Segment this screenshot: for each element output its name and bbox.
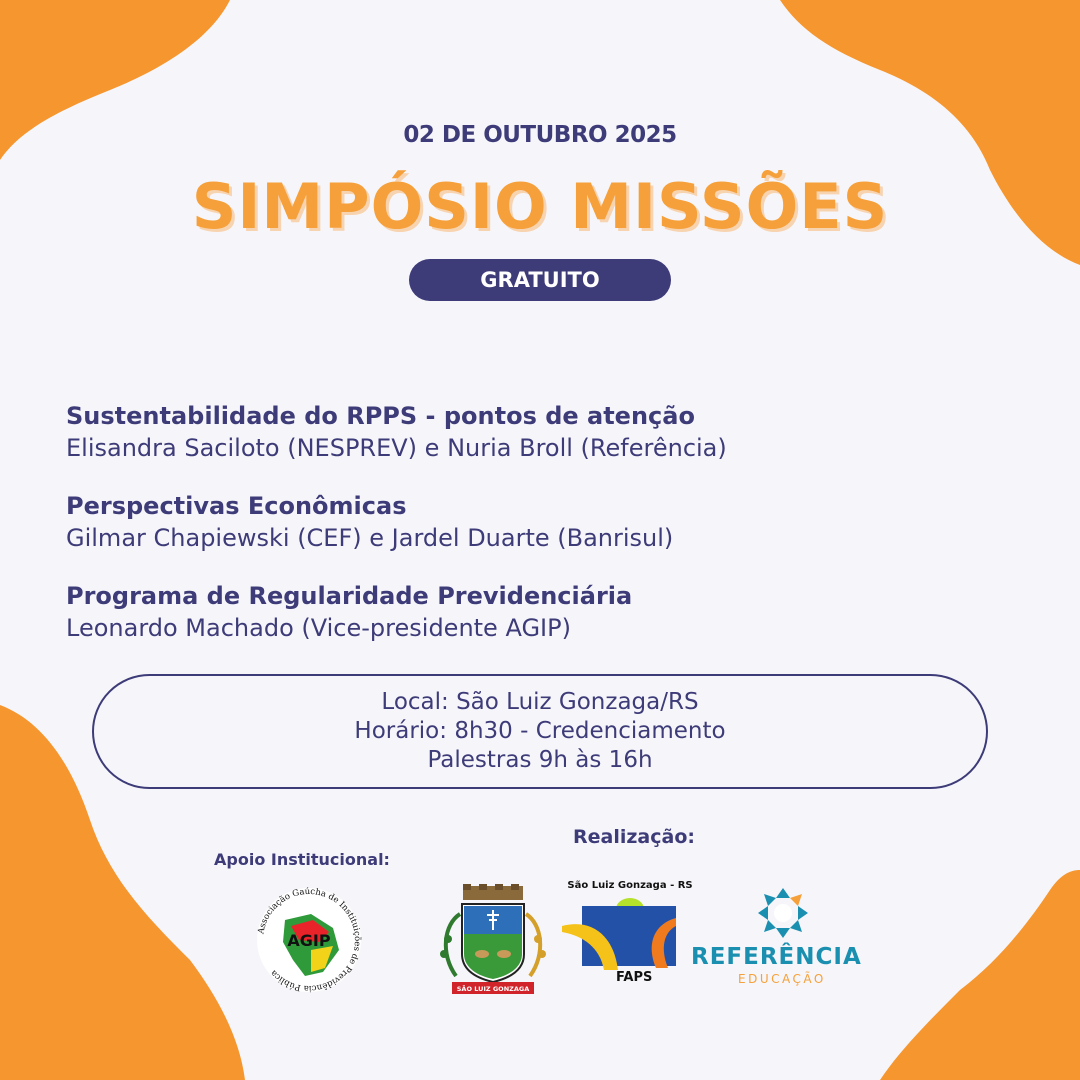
agip-logo-text: AGIP xyxy=(287,931,331,950)
talk-item xyxy=(66,400,1026,464)
talk-title: Perspectivas Econômicas xyxy=(66,492,407,520)
referencia-name: REFERÊNCIA xyxy=(691,944,862,970)
talk-title: Programa de Regularidade Previdenciária xyxy=(66,582,633,610)
event-date: 02 DE OUTUBRO 2025 xyxy=(403,122,677,148)
referencia-subtitle: EDUCAÇÃO xyxy=(738,972,826,986)
event-info-box xyxy=(92,674,988,789)
agip-ring-text: Associação Gaúcha de Instituições de Previdência Pública xyxy=(256,886,363,994)
talk-speakers: Gilmar Chapiewski (CEF) e Jardel Duarte (Banrisul) xyxy=(66,524,674,552)
faps-city-label: São Luiz Gonzaga - RS xyxy=(567,880,693,891)
event-title: SIMPÓSIO MISSÕES xyxy=(191,170,889,243)
free-badge: GRATUITO xyxy=(409,259,671,301)
coat-of-arms-banner: SÃO LUIZ GONZAGA xyxy=(456,985,530,993)
organizer-label: Realização: xyxy=(573,826,695,848)
event-schedule: Horário: 8h30 - Credenciamento xyxy=(354,718,726,744)
talk-item xyxy=(66,580,1026,644)
faps-name: FAPS xyxy=(616,970,653,985)
talk-list xyxy=(66,400,1026,670)
talk-title: Sustentabilidade do RPPS - pontos de atenção xyxy=(66,402,695,430)
agip-logo xyxy=(249,880,369,1000)
talk-speakers: Leonardo Machado (Vice-presidente AGIP) xyxy=(66,614,571,642)
institutional-support-label: Apoio Institucional: xyxy=(214,850,390,869)
talk-item xyxy=(66,490,1026,554)
sao-luiz-gonzaga-coat-of-arms xyxy=(430,884,555,1000)
talk-speakers: Elisandra Saciloto (NESPREV) e Nuria Broll (Referência) xyxy=(66,434,727,462)
event-talk-hours: Palestras 9h às 16h xyxy=(427,747,653,773)
referencia-logo-mark xyxy=(752,884,814,942)
event-location: Local: São Luiz Gonzaga/RS xyxy=(381,689,699,715)
